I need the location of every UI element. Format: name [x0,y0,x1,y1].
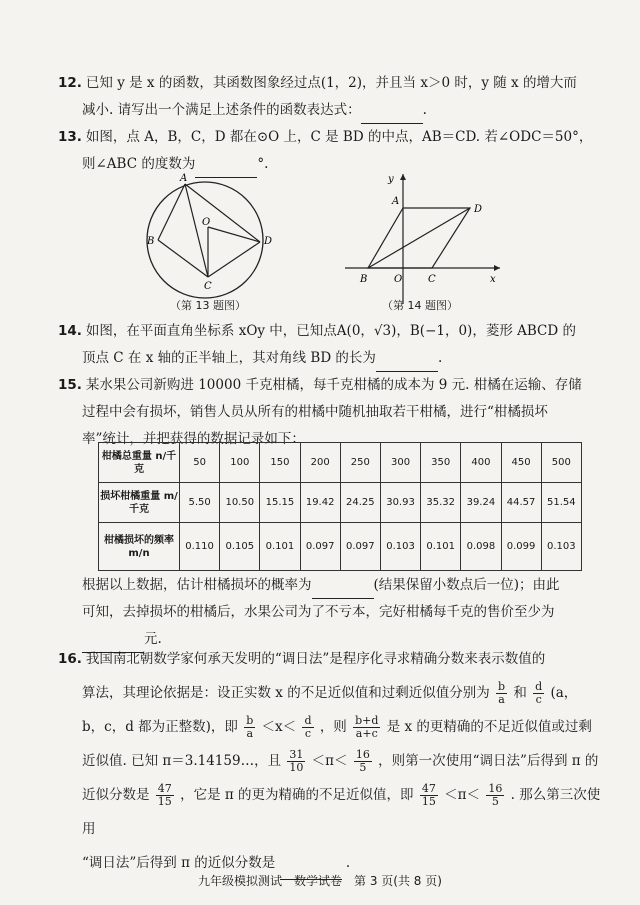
question-number: 12. [58,75,82,91]
question-number: 13. [58,129,82,145]
label-C: C [428,274,436,285]
table-cell: 24.25 [340,483,380,523]
row-header: 损坏柑橘重量 m/千克 [99,483,180,523]
fraction-47-over-15: $\frac{47}{15}$ [421,782,436,808]
label-B: B [360,274,368,285]
question-text: (结果保留小数点后一位)；由此 [373,577,560,593]
table-cell: 100 [220,443,260,483]
table-cell: 0.098 [461,523,501,571]
question-text: 根据以上数据，估计柑橘损坏的概率为 [82,577,312,593]
question-text: . [345,855,351,871]
answer-blank [312,584,374,599]
table-cell: 19.42 [300,483,340,523]
fraction-16-over-5: $\frac{16}{5}$ [355,748,370,774]
label-O: O [202,217,211,228]
table-cell: 0.097 [340,523,380,571]
data-table [98,442,582,571]
table-row [99,483,582,523]
table-cell: 350 [421,443,461,483]
table-cell: 400 [461,443,501,483]
table-cell: 500 [541,443,581,483]
question-text: ＜π＜ [311,753,348,769]
question-16 [58,642,606,880]
fraction-b-over-a: $\frac{b}{a}$ [246,714,254,740]
question-text: 如图，在平面直角坐标系 xOy 中，已知点A(0，√3)，B(−1，0)，菱形 ABCD 的 [85,323,576,339]
question-text: 是 x 的更精确的不足近似值或过剩 [386,719,592,735]
fraction-bd-over-ac: $\frac{b+d}{a+c}$ [355,714,379,740]
question-text: . 那么第三次使用 [82,787,601,837]
question-text: (a， [550,685,578,701]
figure-13-caption: （第 13 题图） [170,299,246,312]
question-text: 和 [513,685,527,701]
question-15-continued [58,572,606,653]
question-15 [58,372,606,453]
question-text: °. [257,156,269,172]
question-text: 近似值. 已知 π＝3.14159…，且 [82,753,282,769]
figures [140,172,520,307]
figure-14-caption: （第 14 题图） [382,299,458,312]
table-cell: 300 [380,443,420,483]
question-text: ＜x＜ [261,719,297,735]
table-cell: 30.93 [380,483,420,523]
table-cell: 200 [300,443,340,483]
table-cell: 44.57 [501,483,541,523]
question-text: b，c，d 都为正整数)，即 [82,719,238,735]
question-text: ，它是 π 的更为精确的不足近似值，即 [180,787,414,803]
fraction-47-over-15: $\frac{47}{15}$ [157,782,172,808]
question-number: 15. [58,377,82,393]
question-text: 则∠ABC 的度数为 [82,156,196,172]
question-text: . [437,350,443,366]
question-text: ，则第一次使用“调日法”后得到 π 的 [378,753,599,769]
table-cell: 15.15 [260,483,300,523]
label-C: C [204,281,212,292]
fraction-31-over-10: $\frac{31}{10}$ [289,748,304,774]
label-D: D [474,204,483,215]
question-13 [58,124,606,178]
fraction-d-over-c: $\frac{d}{c}$ [304,714,312,740]
table-cell: 250 [340,443,380,483]
table-cell: 51.54 [541,483,581,523]
fraction-b-over-a: $\frac{b}{a}$ [498,680,506,706]
question-text: ，则 [319,719,347,735]
question-text: 算法，其理论依据是：设正实数 x 的不足近似值和过剩近似值分别为 [82,685,490,701]
question-14 [58,318,606,372]
row-header: 柑橘损坏的频率 m/n [99,523,180,571]
table-cell: 10.50 [220,483,260,523]
table-cell: 150 [260,443,300,483]
question-text: 过程中会有损坏，销售人员从所有的柑橘中随机抽取若干柑橘，进行“柑橘损坏 [82,404,548,420]
question-text: “调日法”后得到 π 的近似分数是 [82,855,276,871]
table-cell: 0.110 [180,523,220,571]
row-header: 柑橘总重量 n/千克 [99,443,180,483]
label-x: x [490,274,496,285]
figure-13-circle-diagram [146,173,272,298]
question-text: ＜π＜ [444,787,481,803]
question-text: 元. [144,631,162,647]
question-text: 减小. 请写出一个满足上述条件的函数表达式： [82,102,361,118]
table-cell: 50 [180,443,220,483]
question-text: 如图，点 A，B，C，D 都在⊙O 上，C 是 BD 的中点，AB＝CD. 若∠ODC＝50°， [85,129,593,145]
question-text: 近似分数是 [82,787,150,803]
page-footer: 九年级模拟测试 数学试卷 第 3 页(共 8 页) [198,874,442,888]
answer-blank [376,357,438,372]
fraction-16-over-5: $\frac{16}{5}$ [488,782,503,808]
table-cell: 0.097 [300,523,340,571]
label-D: D [264,236,273,247]
table-cell: 0.105 [220,523,260,571]
table-row [99,443,582,483]
table-cell: 0.099 [501,523,541,571]
question-text: 某水果公司新购进 10000 千克柑橘，每千克柑橘的成本为 9 元. 柑橘在运输、存储 [85,377,582,393]
table-cell: 5.50 [180,483,220,523]
table-cell: 450 [501,443,541,483]
fraction-d-over-c: $\frac{d}{c}$ [535,680,543,706]
question-text: 可知，去掉损坏的柑橘后，水果公司为了不亏本，完好柑橘每千克的售价至少为 [82,604,555,620]
figure-14-rhombus-diagram [345,174,500,304]
question-12: 12. 已知 y 是 x 的函数，其函数图象经过点(1，2)，并且当 x＞0 时，y 随 x 的增大而 减小. 请写出一个满足上述条件的函数表达式： . [58,70,606,124]
question-number: 14. [58,323,82,339]
table-row [99,523,582,571]
question-text: 已知 y 是 x 的函数，其函数图象经过点(1，2)，并且当 x＞0 时，y 随 x 的增大而 [85,75,577,91]
question-text: 顶点 C 在 x 轴的正半轴上，其对角线 BD 的长为 [82,350,376,366]
answer-blank [361,109,423,124]
label-y: y [388,174,394,185]
table-cell: 0.103 [380,523,420,571]
label-B: B [147,236,155,247]
table-cell: 39.24 [461,483,501,523]
question-number: 16. [58,651,82,667]
label-A: A [392,196,400,207]
question-text: 我国南北朝数学家何承天发明的“调日法”是程序化寻求精确分数来表示数值的 [85,651,546,667]
table-cell: 0.101 [260,523,300,571]
question-text: 率”统计，并把获得的数据记录如下： [82,431,305,447]
label-O: O [394,274,403,285]
table-cell: 0.101 [421,523,461,571]
table-cell: 0.103 [541,523,581,571]
table-cell: 35.32 [421,483,461,523]
label-A: A [180,173,188,184]
